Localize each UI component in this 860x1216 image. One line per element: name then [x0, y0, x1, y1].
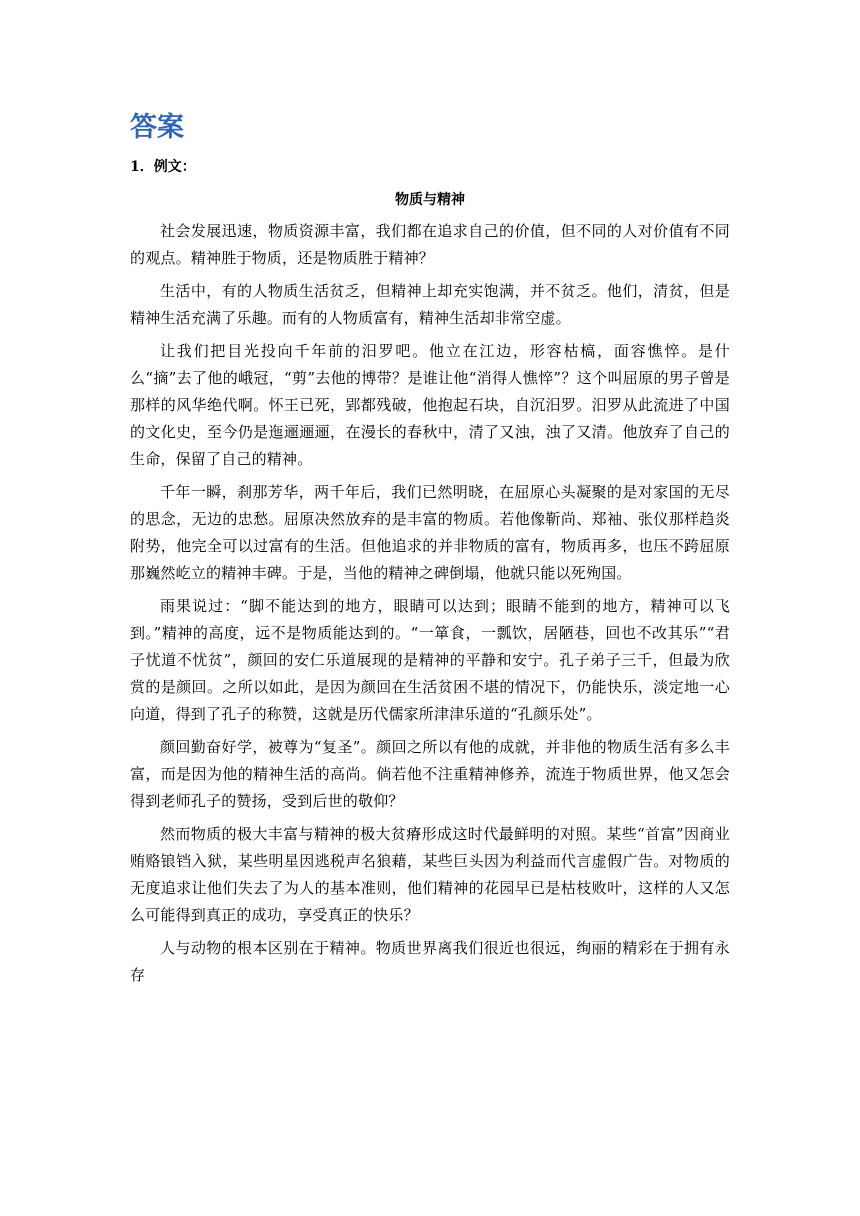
- essay-paragraph: 然而物质的极大丰富与精神的极大贫瘠形成这时代最鲜明的对照。某些“首富”因商业贿赂锒铛入狱，某些明星因逃税声名狼藉，某些巨头因为利益而代言虚假广告。对物质的无度追求让他们失去了为人的基本准则，他们精神的花园早已是枯枝败叶，这样的人又怎么可能得到真正的成功，享受真正的快乐？: [130, 825, 730, 924]
- essay-paragraph: 让我们把目光投向千年前的汨罗吧。他立在江边，形容枯槁，面容憔悴。是什么“摘”去了他的峨冠，“剪”去他的博带？是谁让他“消得人憔悴”？这个叫屈原的男子曾是那样的风华绝代啊。怀王已死，郢都残破，他抱起石块，自沉汨罗。汨罗从此流进了中国的文化史，至今仍是迤逦逦逦，在漫长的春秋中，清了又浊，浊了又清。他放弃了自己的生命，保留了自己的精神。: [130, 342, 730, 468]
- essay-paragraph: 人与动物的根本区别在于精神。物质世界离我们很近也很远，绚丽的精彩在于拥有永存: [130, 939, 730, 984]
- essay-title: 物质与精神: [395, 192, 465, 208]
- item-label: 1．例文：: [130, 159, 196, 175]
- essay-paragraph: 社会发展迅速，物质资源丰富，我们都在追求自己的价值，但不同的人对价值有不同的观点。精神胜于物质，还是物质胜于精神？: [130, 222, 730, 267]
- essay-paragraph: 雨果说过：“脚不能达到的地方，眼睛可以达到；眼睛不能到的地方，精神可以飞到。”精神的高度，远不是物质能达到的。“一箪食，一瓢饮，居陋巷，回也不改其乐”“君子忧道不忧贫”，颜回的安仁乐道展现的是精神的平静和安宁。孔子弟子三千，但最为欣赏的是颜回。之所以如此，是因为颜回在生活贫困不堪的情况下，仍能快乐，淡定地一心向道，得到了孔子的称赞，这就是历代儒家所津津乐道的“孔颜乐处”。: [130, 597, 730, 723]
- essay-paragraph: 生活中，有的人物质生活贫乏，但精神上却充实饱满，并不贫乏。他们，清贫，但是精神生活充满了乐趣。而有的人物质富有，精神生活却非常空虚。: [130, 282, 730, 327]
- answer-heading: 答案: [130, 112, 184, 143]
- essay-paragraph: 颜回勤奋好学，被尊为“复圣”。颜回之所以有他的成就，并非他的物质生活有多么丰富，而是因为他的精神生活的高尚。倘若他不注重精神修养，流连于物质世界，他又怎会得到老师孔子的赞扬，受到后世的敬仰？: [130, 738, 730, 810]
- answer-page: [130, 108, 730, 995]
- essay-paragraph: 千年一瞬，刹那芳华，两千年后，我们已然明晓，在屈原心头凝聚的是对家国的无尽的思念，无边的忠愁。屈原决然放弃的是丰富的物质。若他像靳尚、郑袖、张仪那样趋炎附势，他完全可以过富有的生活。但他追求的并非物质的富有，物质再多，也压不跨屈原那巍然屹立的精神丰碑。于是，当他的精神之碑倒塌，他就只能以死殉国。: [130, 483, 730, 582]
